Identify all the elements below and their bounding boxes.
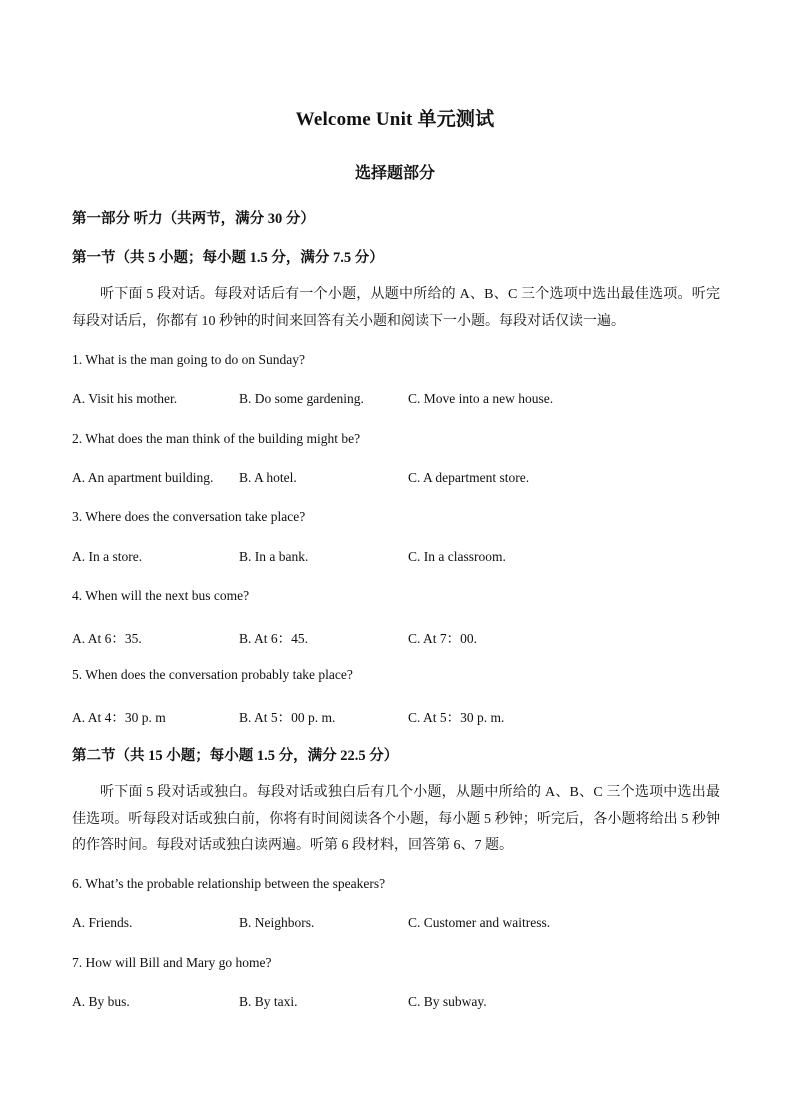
question-7: 7. How will Bill and Mary go home? [72, 955, 272, 970]
option-7a: A. By bus. [72, 994, 130, 1009]
option-5c: C. At 5：30 p. m. [408, 710, 505, 725]
option-2c: C. A department store. [408, 470, 530, 485]
option-7b: B. By taxi. [239, 994, 298, 1009]
option-4a: A. At 6：35. [72, 631, 142, 646]
option-6a: A. Friends. [72, 915, 133, 930]
question-1: 1. What is the man going to do on Sunday? [72, 352, 305, 367]
option-3c: C. In a classroom. [408, 549, 506, 564]
section2-heading: 第二节（共 15 小题；每小题 1.5 分，满分 22.5 分） [72, 748, 399, 764]
section-subtitle: 选择题部分 [354, 165, 435, 182]
question-5: 5. When does the conversation probably take place? [72, 667, 353, 682]
option-7c: C. By subway. [408, 994, 487, 1009]
option-2b: B. A hotel. [239, 470, 297, 485]
option-2a: A. An apartment building. [72, 470, 214, 485]
option-1b: B. Do some gardening. [239, 391, 364, 406]
option-6b: B. Neighbors. [239, 915, 315, 930]
question-3: 3. Where does the conversation take place? [72, 509, 306, 524]
option-6c: C. Customer and waitress. [408, 915, 551, 930]
option-3a: A. In a store. [72, 549, 143, 564]
question-4: 4. When will the next bus come? [72, 588, 250, 603]
section2-instructions: 听下面 5 段对话或独白。每段对话或独白后有几个小题，从题中所给的 A、B、C 三个选项中选出最佳选项。听每段对话或独白前，你将有时间阅读各个小题，每小题 5 秒钟；听完后，各小题将给出 5 秒钟的作答时间。每段对话或独白读两遍。听第 6 段材料，回答第 6、7 题。 [72, 785, 720, 853]
option-3b: B. In a bank. [239, 549, 309, 564]
option-4b: B. At 6：45. [239, 631, 309, 646]
option-5a: A. At 4：30 p. m [72, 710, 166, 725]
part1-heading: 第一部分 听力（共两节，满分 30 分） [72, 211, 315, 227]
section1-instructions: 听下面 5 段对话。每段对话后有一个小题，从题中所给的 A、B、C 三个选项中选出最佳选项。听完每段对话后，你都有 10 秒钟的时间来回答有关小题和阅读下一小题。每段对话仅读一遍。 [72, 287, 720, 329]
option-5b: B. At 5：00 p. m. [239, 710, 336, 725]
section1-heading: 第一节（共 5 小题；每小题 1.5 分，满分 7.5 分） [72, 250, 384, 266]
option-1a: A. Visit his mother. [72, 391, 178, 406]
question-6: 6. What’s the probable relationship between the speakers? [72, 876, 386, 891]
document-title: Welcome Unit 单元测试 [295, 109, 495, 130]
option-4c: C. At 7：00. [408, 631, 478, 646]
option-1c: C. Move into a new house. [408, 391, 554, 406]
question-2: 2. What does the man think of the building might be? [72, 431, 361, 446]
